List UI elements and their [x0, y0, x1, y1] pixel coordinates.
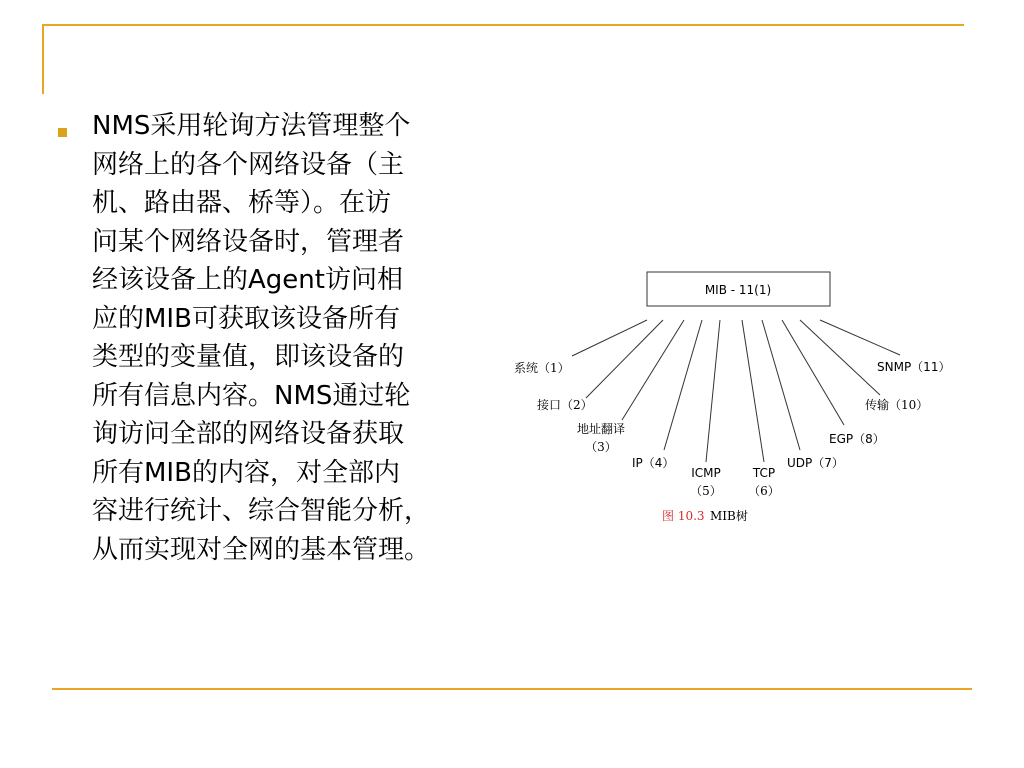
figure-caption-title: MIB树 [710, 509, 748, 523]
body-line: 问某个网络设备时，管理者 [92, 226, 405, 257]
node-interfaces: 接口（2） [537, 398, 593, 412]
body-line: 网络上的各个网络设备（主 [92, 149, 405, 180]
body-line: 容进行统计、综合智能分析， [92, 496, 431, 526]
figure-caption-number: 图 10.3 [662, 509, 705, 523]
body-line: 类型的变量值，即该设备的 [92, 342, 405, 372]
root-node-label: MIB - 11(1) [704, 283, 772, 297]
node-transmission: 传输（10） [865, 398, 929, 412]
node-udp: UDP（7） [787, 456, 844, 470]
node-address-translation-index: （3） [585, 440, 617, 454]
body-line: 应的MIB可获取该设备所有 [92, 303, 400, 334]
branch-transmission [800, 320, 880, 395]
body-line: 所有信息内容。NMS通过轮 [92, 380, 411, 411]
node-icmp-index: （5） [690, 484, 722, 498]
body-line: 机、路由器、桥等）。在访 [92, 188, 392, 218]
node-tcp: TCP [752, 466, 776, 480]
node-ip: IP（4） [632, 456, 675, 470]
node-address-translation: 地址翻译 [576, 422, 626, 436]
branch-system [572, 320, 647, 356]
node-egp: EGP（8） [829, 432, 885, 446]
branch-udp [762, 320, 800, 450]
node-system: 系统（1） [514, 361, 570, 375]
body-line: NMS采用轮询方法管理整个 [92, 111, 411, 141]
node-icmp: ICMP [691, 466, 721, 480]
branch-ip [664, 320, 702, 450]
branch-egp [782, 320, 844, 425]
branch-address-translation [622, 320, 684, 420]
node-snmp: SNMP（11） [877, 360, 951, 374]
body-line: 从而实现对全网的基本管理。 [92, 534, 431, 565]
node-tcp-index: （6） [748, 484, 780, 498]
branch-interfaces [586, 320, 663, 398]
body-line: 询访问全部的网络设备获取 [92, 419, 405, 449]
branch-icmp [706, 320, 720, 462]
body-line: 所有MIB的内容，对全部内 [92, 457, 400, 488]
body-line: 经该设备上的Agent访问相 [92, 265, 403, 295]
branch-tcp [742, 320, 764, 462]
